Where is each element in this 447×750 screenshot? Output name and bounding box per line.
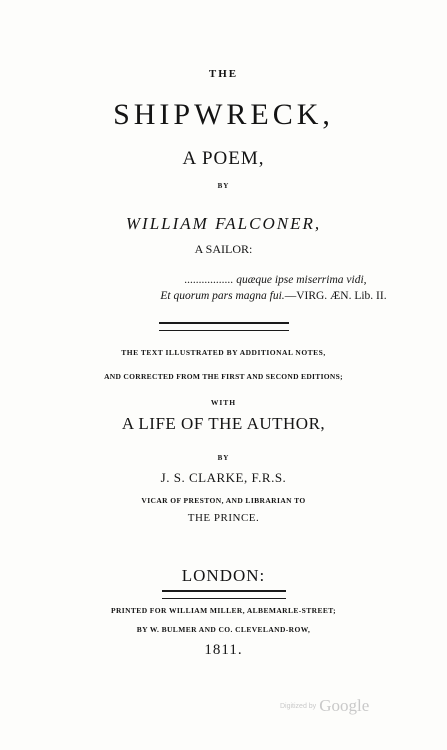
imprint-city: LONDON: [181,566,266,585]
article-the: THE [208,68,239,80]
publication-year: 1811. [204,642,243,658]
double-rule-divider [159,322,289,331]
epigraph-line-1: ................. quæque ipse miserrima vidi, [184,274,367,286]
google-watermark [280,696,369,716]
editor-role-line-1: VICAR OF PRESTON, AND LIBRARIAN TO [141,496,306,505]
printer-line-1: PRINTED FOR WILLIAM MILLER, ALBEMARLE-STREET; [110,606,337,615]
author-role: A SAILOR: [194,242,253,256]
watermark-logo-text: Google [319,696,370,715]
epigraph-source: —VIRG. ÆN. Lib. II. [284,290,387,302]
editor-name: J. S. CLARKE, F.R.S. [160,470,287,485]
imprint-rule [162,590,286,599]
watermark-small-text: Digitized by [280,702,317,710]
by-label-editor: BY [217,454,230,462]
illustrated-note-line-1: THE TEXT ILLUSTRATED BY ADDITIONAL NOTES, [121,348,326,357]
author-name: WILLIAM FALCONER, [125,214,322,233]
life-of-author: A LIFE OF THE AUTHOR, [121,414,326,433]
epigraph-line-2 [50,290,447,302]
book-title: SHIPWRECK, [113,98,334,131]
book-subtitle: A POEM, [182,148,265,169]
editor-role-line-2: THE PRINCE. [187,512,260,524]
printer-line-2: BY W. BULMER AND CO. CLEVELAND-ROW, [136,625,311,634]
by-label-author: BY [217,182,230,190]
with-label: WITH [210,398,237,407]
illustrated-note-line-2: AND CORRECTED FROM THE FIRST AND SECOND EDITIONS; [104,372,343,381]
epigraph-quote: Et quorum pars magna fui. [160,290,285,302]
